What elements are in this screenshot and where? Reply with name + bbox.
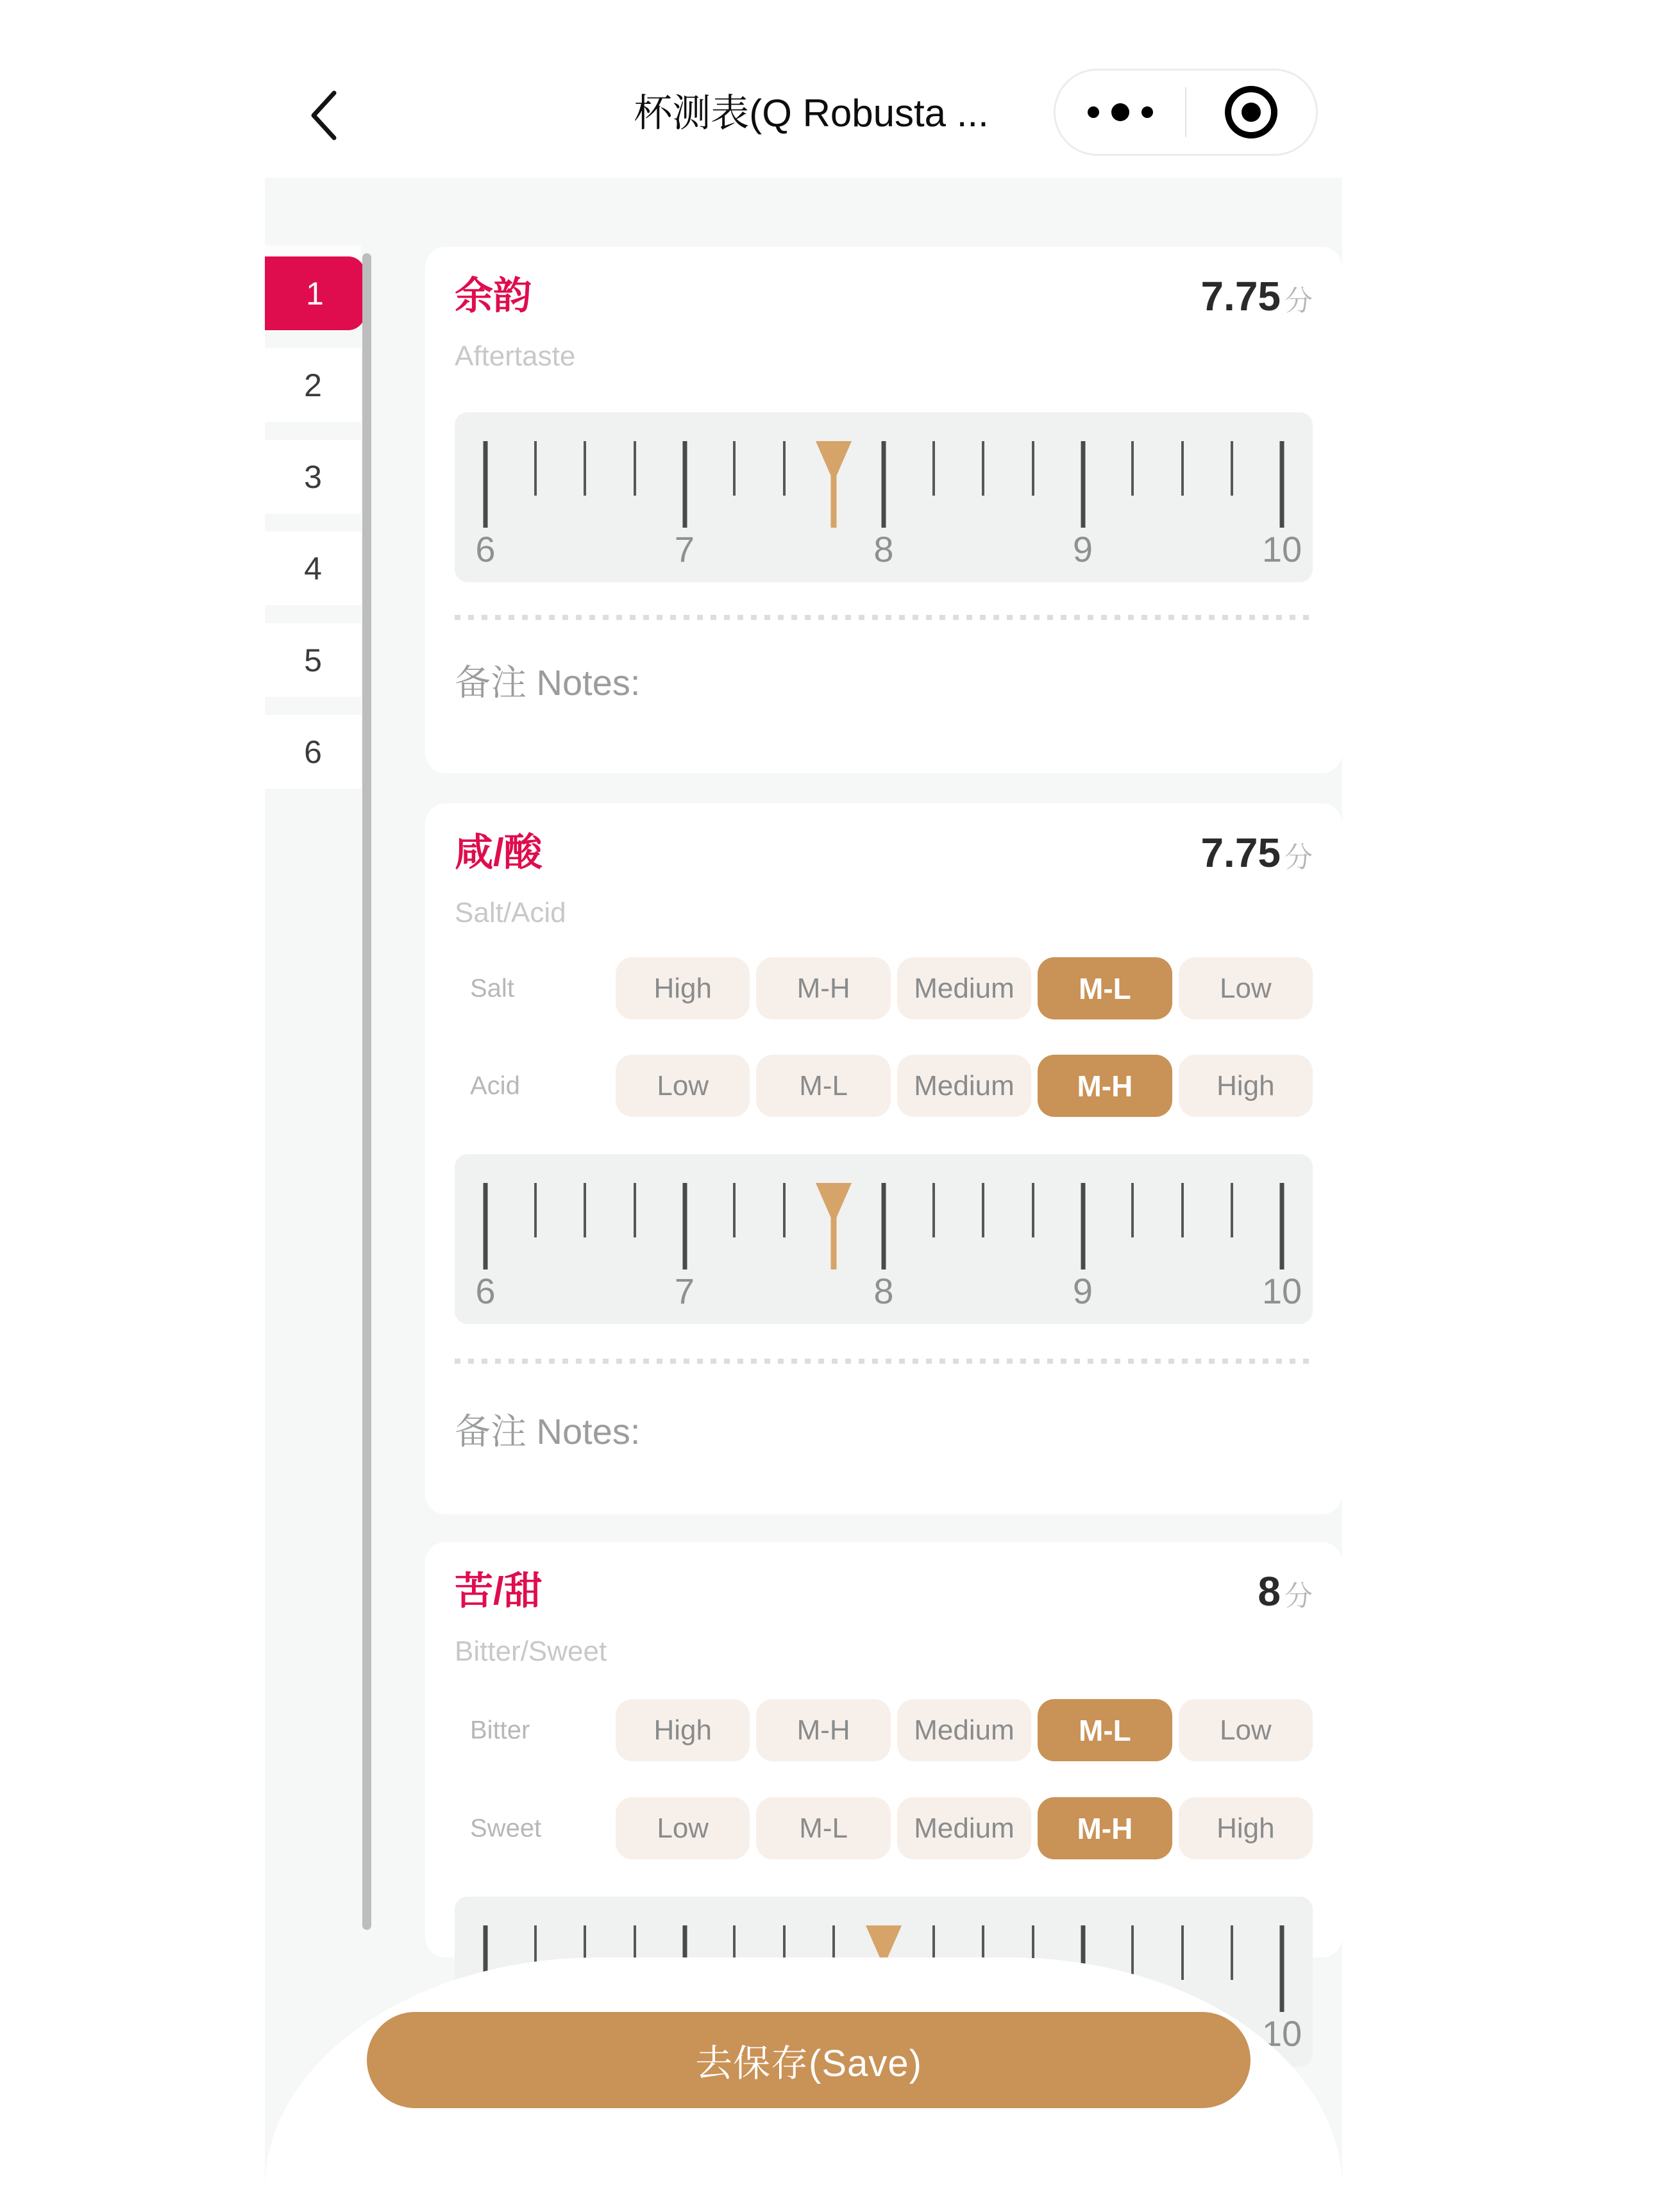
salt-row	[455, 957, 1313, 1019]
level-chip[interactable]: High	[1179, 1797, 1313, 1859]
save-button[interactable]: 去保存(Save)	[367, 2012, 1251, 2108]
chevron-left-icon	[306, 88, 342, 143]
sweet-row	[455, 1797, 1313, 1859]
ruler-tick	[1131, 441, 1134, 496]
sidebar-tab-1[interactable]: 1	[265, 256, 365, 330]
level-chip[interactable]: Medium	[897, 1055, 1031, 1117]
ruler-tick	[1131, 1925, 1134, 1980]
sidebar-top-sliver	[265, 246, 361, 256]
score-unit: 分	[1284, 842, 1313, 873]
ruler-tick	[1280, 441, 1284, 528]
ruler-tick	[682, 1183, 687, 1269]
dashed-divider	[455, 615, 1313, 620]
level-chip[interactable]: M-L	[1038, 957, 1172, 1019]
score-value	[1200, 275, 1313, 319]
ruler-number: 8	[873, 1271, 894, 1311]
ruler-tick	[982, 441, 984, 496]
ruler-tick	[932, 1183, 935, 1237]
level-chip[interactable]: M-L	[1038, 1699, 1172, 1761]
sidebar-tab-5[interactable]: 5	[265, 623, 361, 697]
row-label: Sweet	[470, 1814, 542, 1842]
sidebar-tab-2[interactable]: 2	[265, 348, 361, 422]
ruler-tick	[882, 441, 886, 528]
card-subtitle: Aftertaste	[455, 340, 576, 372]
card-subtitle: Bitter/Sweet	[455, 1636, 607, 1667]
ruler-tick	[1181, 1183, 1184, 1237]
ruler-numbers	[475, 529, 1302, 569]
level-chips	[616, 1699, 1313, 1761]
score-ruler[interactable]	[455, 1154, 1313, 1324]
ruler-tick	[484, 441, 488, 528]
score-unit: 分	[1284, 1580, 1313, 1612]
ruler-number: 7	[674, 1271, 695, 1311]
row-label: Salt	[470, 974, 514, 1002]
level-chips	[616, 1797, 1313, 1859]
ruler-tick	[982, 1183, 984, 1237]
ruler-number: 10	[1261, 1271, 1302, 1311]
level-chip[interactable]: Medium	[897, 1797, 1031, 1859]
ruler-tick	[1231, 441, 1233, 496]
ruler-tick	[932, 441, 935, 496]
card-title: 余韵	[455, 274, 532, 317]
ruler-tick	[1231, 1183, 1233, 1237]
ruler-ticks[interactable]	[485, 441, 1282, 528]
bitter-row	[455, 1699, 1313, 1761]
row-label: Bitter	[470, 1716, 530, 1744]
level-chip[interactable]: M-H	[756, 1699, 890, 1761]
ruler-number: 10	[1261, 2013, 1302, 2054]
score-ruler[interactable]	[455, 412, 1313, 582]
score-value	[1258, 1570, 1313, 1614]
score-unit: 分	[1284, 285, 1313, 317]
slider-thumb-icon[interactable]	[816, 1183, 852, 1269]
ruler-tick	[1181, 1925, 1184, 1980]
level-chip[interactable]: Low	[1179, 957, 1313, 1019]
ruler-tick	[534, 441, 537, 496]
top-bar	[0, 0, 1659, 178]
record-target-icon	[1222, 83, 1280, 141]
ruler-tick	[484, 1183, 488, 1269]
card-title: 咸/酸	[455, 831, 543, 874]
scrollbar[interactable]	[362, 253, 371, 1930]
ruler-numbers	[475, 1271, 1302, 1311]
ruler-tick	[733, 441, 736, 496]
back-button[interactable]	[289, 77, 359, 154]
score-value	[1200, 832, 1313, 875]
level-chip[interactable]: M-L	[756, 1055, 890, 1117]
level-chip[interactable]: Medium	[897, 957, 1031, 1019]
level-chip[interactable]: M-H	[756, 957, 890, 1019]
ruler-tick	[783, 1183, 786, 1237]
score-number: 7.75	[1200, 273, 1281, 319]
level-chip[interactable]: High	[616, 1699, 750, 1761]
card-subtitle: Salt/Acid	[455, 897, 566, 928]
ruler-number: 7	[674, 529, 695, 569]
slider-thumb-icon[interactable]	[816, 441, 852, 528]
card-bitter-sweet	[425, 1542, 1342, 2054]
ruler-tick	[1131, 1183, 1134, 1237]
ruler-tick	[1032, 441, 1034, 496]
ruler-tick	[634, 441, 636, 496]
ruler-tick	[1280, 1925, 1284, 2012]
ruler-tick	[584, 441, 586, 496]
notes-field[interactable]: 备注 Notes:	[455, 1411, 641, 1452]
level-chip[interactable]: Medium	[897, 1699, 1031, 1761]
acid-row	[455, 1055, 1313, 1117]
level-chip[interactable]: M-L	[756, 1797, 890, 1859]
level-chip[interactable]: High	[616, 957, 750, 1019]
level-chip[interactable]: High	[1179, 1055, 1313, 1117]
ruler-tick	[634, 1183, 636, 1237]
dashed-divider	[455, 1359, 1313, 1364]
ruler-number: 9	[1072, 1271, 1093, 1311]
ruler-number: 8	[873, 529, 894, 569]
card-aftertaste	[425, 247, 1342, 773]
ruler-tick	[733, 1183, 736, 1237]
ruler-tick	[1231, 1925, 1233, 1980]
ruler-tick	[1032, 1183, 1034, 1237]
score-number: 8	[1258, 1568, 1281, 1614]
level-chip[interactable]: M-H	[1038, 1797, 1172, 1859]
ruler-tick	[1280, 1183, 1284, 1269]
ruler-number: 9	[1072, 529, 1093, 569]
ruler-tick	[682, 441, 687, 528]
level-chip[interactable]: Low	[616, 1797, 750, 1859]
ruler-tick	[1081, 441, 1085, 528]
ruler-tick	[882, 1183, 886, 1269]
card-title: 苦/甜	[455, 1570, 543, 1613]
ruler-tick	[534, 1183, 537, 1237]
more-button[interactable]	[1056, 71, 1185, 154]
level-chips	[616, 1055, 1313, 1117]
sidebar-tab-3[interactable]: 3	[265, 440, 361, 514]
level-chip[interactable]: M-H	[1038, 1055, 1172, 1117]
level-chips	[616, 957, 1313, 1019]
card-salt-acid	[425, 803, 1342, 1514]
notes-field[interactable]: 备注 Notes:	[455, 662, 641, 703]
level-chip[interactable]: Low	[1179, 1699, 1313, 1761]
ruler-number: 10	[1261, 529, 1302, 569]
level-chip[interactable]: Low	[616, 1055, 750, 1117]
ruler-tick	[783, 441, 786, 496]
score-number: 7.75	[1200, 830, 1281, 876]
close-home-button[interactable]	[1186, 71, 1316, 154]
more-dots-icon	[1082, 99, 1159, 125]
ruler-tick	[584, 1183, 586, 1237]
row-label: Acid	[470, 1071, 520, 1100]
page-title: 杯测表(Q Robusta ...	[634, 92, 989, 135]
sidebar-tab-6[interactable]: 6	[265, 715, 361, 789]
ruler-ticks[interactable]	[485, 1183, 1282, 1269]
sidebar-tab-4[interactable]: 4	[265, 532, 361, 605]
ruler-tick	[1081, 1183, 1085, 1269]
ruler-tick	[1181, 441, 1184, 496]
ruler-number: 6	[475, 529, 496, 569]
wechat-capsule	[1054, 69, 1318, 156]
ruler-number: 6	[475, 1271, 496, 1311]
